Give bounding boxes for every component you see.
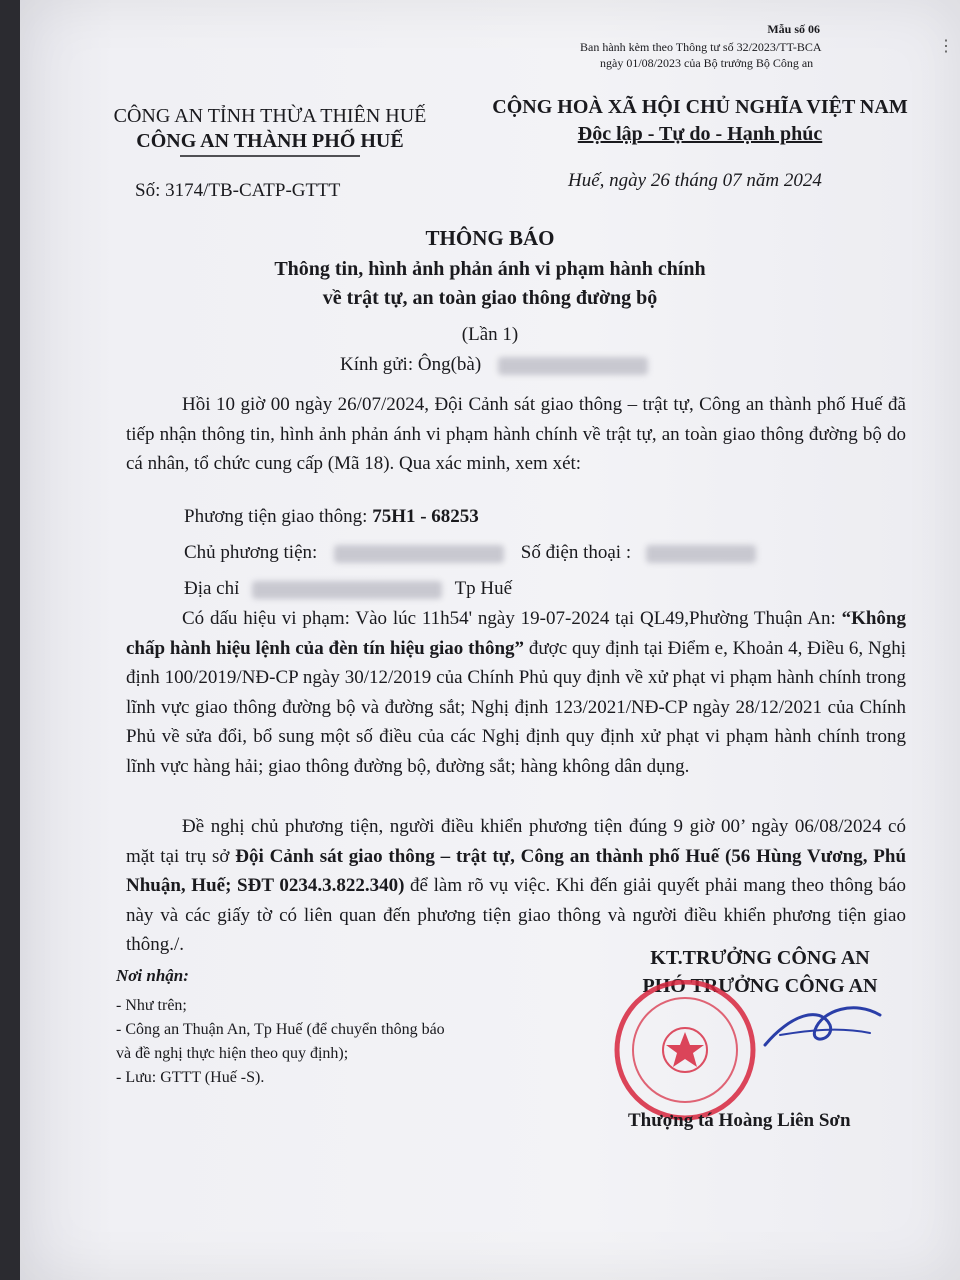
address-label: Địa chỉ	[184, 578, 240, 599]
request-office: Đội Cảnh sát giao thông – trật tự, Công an thành phố Huế (56 Hùng Vương, Phú Nhuận, Huế; SĐT 0234.3.822.340)	[126, 845, 907, 896]
vehicle-plate: 75H1 - 68253	[372, 506, 479, 527]
owner-line	[184, 542, 756, 564]
notice-times: (Lần 1)	[461, 324, 519, 345]
intro-paragraph: Hồi 10 giờ 00 ngày 26/07/2024, Đội Cảnh sát giao thông – trật tự, Công an thành phố Huế đã tiếp nhận thông tin, hình ảnh phản ánh vi phạm hành chính về trật tự, an toàn giao thông đường bộ do cá nhân, tổ chức cung cấp (Mã 18). Qua xác minh, xem xét:	[126, 394, 906, 474]
signature-title-line2: PHÓ TRƯỞNG CÔNG AN	[642, 975, 878, 997]
recipient-item: - Công an Thuận An, Tp Huế (để chuyển thông báo	[116, 1021, 445, 1038]
request-lead: Đề nghị chủ phương tiện, người điều khiển phương tiện đúng 9 giờ 00’ ngày 06/08/2024 có mặt tại trụ sở	[126, 816, 906, 867]
form-number: Mẫu số 06	[767, 22, 820, 36]
redacted-name	[498, 357, 648, 375]
phone-label: Số điện thoại :	[520, 542, 632, 563]
place-date: Huế, ngày 26 tháng 07 năm 2024	[568, 170, 822, 191]
document-title: THÔNG BÁO	[425, 226, 555, 250]
recipient-item: - Lưu: GTTT (Huế -S).	[116, 1069, 265, 1086]
address-line	[184, 578, 512, 600]
violation-lead: Có dấu hiệu vi phạm: Vào lúc 11h54' ngày 19-07-2024 tại QL49,Phường Thuận An:	[182, 608, 842, 629]
nation-title: CỘNG HOÀ XÃ HỘI CHỦ NGHĨA VIỆT NAM	[492, 96, 908, 118]
signature-title-line1: KT.TRƯỞNG CÔNG AN	[650, 947, 870, 969]
request-rest: để làm rõ vụ việc. Khi đến giải quyết phải mang theo thông báo này và các giấy tờ có liên quan đến phương tiện giao thông và người điều khiển phương tiện giao thông./.	[126, 875, 906, 955]
violation-paragraph	[126, 604, 906, 781]
nation-motto: Độc lập - Tự do - Hạnh phúc	[577, 123, 823, 145]
document-subtitle-line1: Thông tin, hình ảnh phản ánh vi phạm hành chính	[274, 258, 706, 280]
handwritten-signature	[760, 985, 890, 1065]
document-page	[20, 0, 960, 1280]
issued-note-line2: ngày 01/08/2023 của Bộ trưởng Bộ Công an	[600, 56, 814, 70]
agency-name: CÔNG AN THÀNH PHỐ HUẾ	[136, 130, 404, 152]
document-number: Số: 3174/TB-CATP-GTTT	[135, 180, 341, 201]
agency-underline	[180, 154, 360, 158]
recipient-item: - Như trên;	[116, 997, 187, 1014]
redacted-address	[252, 581, 442, 599]
violation-legal-basis: được quy định tại Điểm e, Khoản 4, Điều 6, Nghị định 100/2019/NĐ-CP ngày 30/12/2019 của Chính Phủ quy định về xử phạt vi phạm hành chính trong lĩnh vực giao thông đường bộ và đường sắt; Nghị định 123/2021/NĐ-CP ngày 28/12/2021 của Chính Phủ về sửa đổi, bổ sung một số điều của các Nghị định quy định xử phạt vi phạm hành chính trong lĩnh vực hàng hải; giao thông đường bộ, đường sắt; hàng không dân dụng.	[126, 637, 906, 777]
recipients-list	[116, 994, 586, 1090]
nation-header	[470, 94, 930, 148]
addressee-label: Kính gửi: Ông(bà)	[340, 354, 482, 375]
vehicle-label: Phương tiện giao thông:	[184, 506, 373, 527]
recipient-item: và đề nghị thực hiện theo quy định);	[116, 1045, 349, 1062]
request-paragraph	[126, 812, 906, 960]
redacted-phone	[646, 545, 756, 563]
agency-parent: CÔNG AN TỈNH THỪA THIÊN HUẾ	[113, 105, 427, 127]
redacted-owner	[334, 545, 504, 563]
address-city: Tp Huế	[454, 578, 513, 599]
issued-note-line1: Ban hành kèm theo Thông tư số 32/2023/TT-BCA	[580, 40, 822, 54]
violation-name: “Không chấp hành hiệu lệnh của đèn tín hiệu giao thông”	[126, 608, 906, 659]
document-subtitle-line2: về trật tự, an toàn giao thông đường bộ	[322, 287, 658, 309]
vehicle-line	[184, 506, 479, 528]
recipients-title: Nơi nhận:	[116, 966, 189, 985]
addressee-line	[340, 354, 648, 376]
more-options-icon: ⋮	[938, 38, 954, 55]
signer-name: Thượng tá Hoàng Liên Sơn	[628, 1110, 851, 1131]
agency-header	[90, 104, 450, 158]
owner-label: Chủ phương tiện:	[184, 542, 318, 563]
